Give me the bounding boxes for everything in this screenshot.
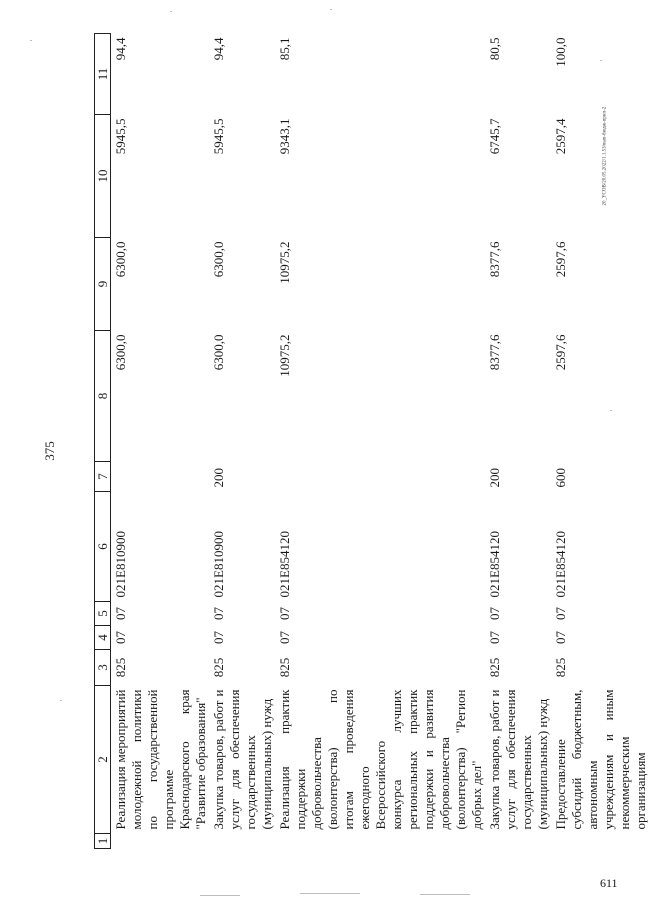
cell-col7: 200	[211, 468, 226, 488]
cell-col4: 07	[487, 631, 502, 644]
cell-col7: 600	[553, 468, 568, 488]
header-cell: 5	[95, 602, 111, 626]
cell-col4: 07	[553, 631, 568, 644]
cell-col1	[111, 834, 210, 849]
cell-col10: 5945,5	[211, 118, 226, 155]
cell-col7: 200	[487, 468, 502, 488]
cell-col6: 021E854120	[487, 531, 502, 598]
cell-col5: 07	[553, 607, 568, 620]
header-cell: 4	[95, 626, 111, 650]
header-cell: 8	[95, 331, 111, 462]
table-row	[275, 34, 485, 849]
cell-col3: 825	[487, 657, 502, 678]
cell-col8: 8377,6	[487, 334, 502, 371]
cell-col1	[209, 834, 275, 849]
cell-col8: 2597,6	[553, 334, 568, 371]
table-row	[111, 34, 210, 849]
cell-col4: 07	[277, 631, 292, 644]
cell-description: Реализация мероприятий молодежной политики по государственной программе Краснодарского края "Развитие образования"	[113, 689, 208, 830]
cell-col6: 021E810900	[211, 531, 226, 598]
budget-table	[94, 33, 649, 849]
header-cell: 7	[95, 462, 111, 492]
header-cell: 2	[95, 686, 111, 834]
cell-col11: 100,0	[553, 37, 568, 67]
table-header-row	[95, 34, 111, 849]
header-cell: 9	[95, 238, 111, 331]
cell-col10: 2597,4	[553, 118, 568, 155]
cell-col10: 9343,1	[277, 118, 292, 155]
cell-col5: 07	[487, 607, 502, 620]
cell-description: Закупка товаров, работ и услуг для обеспечения государственных (муниципальных) нужд	[211, 689, 274, 830]
cell-col6: 021E854120	[553, 531, 568, 598]
cell-col4: 07	[113, 631, 128, 644]
header-cell: 3	[95, 650, 111, 686]
page-number-top: 375	[42, 441, 57, 461]
table-row	[209, 34, 275, 849]
cell-col10: 5945,5	[113, 118, 128, 155]
cell-col11: 85,1	[277, 37, 292, 61]
cell-col11: 94,4	[211, 37, 226, 61]
cell-col8: 6300,0	[211, 334, 226, 371]
cell-col6: 021E854120	[277, 531, 292, 598]
cell-col5: 07	[211, 607, 226, 620]
cell-col9: 10975,2	[277, 241, 292, 284]
cell-col5: 07	[113, 607, 128, 620]
cell-col5: 07	[277, 607, 292, 620]
cell-col3: 825	[553, 657, 568, 678]
cell-col1	[551, 834, 649, 849]
cell-col11: 94,4	[113, 37, 128, 61]
cell-description: Предоставление субсидий бюджетным, автономным учреждениям и иным некоммерческим организациям	[553, 689, 648, 830]
cell-col3: 825	[211, 657, 226, 678]
header-cell: 6	[95, 492, 111, 602]
cell-col3: 825	[113, 657, 128, 678]
document-code: 20_УСОВ/20.05.2022/1.1.53/вып-бюдж-прил-2	[602, 106, 608, 206]
cell-col8: 10975,2	[277, 334, 292, 377]
cell-col9: 8377,6	[487, 241, 502, 278]
cell-col10: 6745,7	[487, 118, 502, 155]
cell-col8: 6300,0	[113, 334, 128, 371]
cell-col9: 2597,6	[553, 241, 568, 278]
cell-col4: 07	[211, 631, 226, 644]
cell-description: Закупка товаров, работ и услуг для обеспечения государственных (муниципальных) нужд	[487, 689, 550, 830]
header-cell: 10	[95, 115, 111, 238]
cell-col11: 80,5	[487, 37, 502, 61]
header-cell: 1	[95, 834, 111, 849]
cell-col9: 6300,0	[211, 241, 226, 278]
table-row	[485, 34, 551, 849]
cell-col6: 021E810900	[113, 531, 128, 598]
cell-col3: 825	[277, 657, 292, 678]
cell-col7	[111, 462, 210, 492]
header-cell: 11	[95, 34, 111, 115]
cell-col1	[275, 834, 485, 849]
cell-col9: 6300,0	[113, 241, 128, 278]
cell-col1	[485, 834, 551, 849]
cell-col7	[275, 462, 485, 492]
cell-description: Реализация практик поддержки добровольчества (волонтерства) по итогам проведения ежегодного Всероссийского конкурса лучших региональных практик поддержки и развития добровольчества (волонтерства) "Регион добрых дел"	[277, 689, 484, 830]
table-row	[551, 34, 649, 849]
page-number-bottom: 611	[600, 876, 618, 890]
